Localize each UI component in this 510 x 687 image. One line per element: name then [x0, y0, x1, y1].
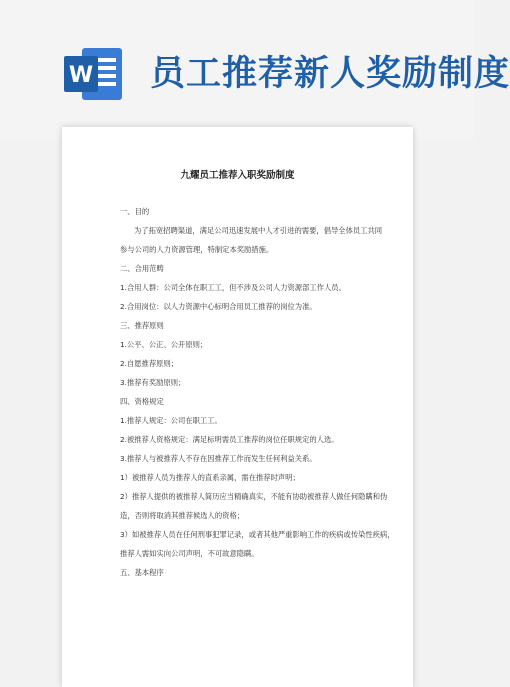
doc-line: 造，否则将取消其推荐候选人的资格；	[120, 511, 245, 520]
doc-line: 为了拓宽招聘渠道，满足公司迅速发展中人才引进的需要，倡导全体员工共同	[134, 226, 383, 235]
doc-line: 三、推荐原则	[120, 321, 164, 330]
document-page	[62, 127, 413, 687]
doc-line: 2.自愿推荐原则；	[120, 359, 179, 368]
doc-line: 推荐人需如实向公司声明，不可故意隐瞒。	[120, 549, 259, 558]
doc-line: 1.合用人群：公司全体在职工工，但不涉及公司人力资源部工作人员。	[120, 283, 346, 292]
doc-line: 参与公司的人力资源管理，特制定本奖励措施。	[120, 245, 274, 254]
header-banner	[0, 0, 510, 140]
doc-line: 2.被推荐人资格规定：满足标明需员工推荐的岗位任职规定的人选。	[120, 435, 339, 444]
doc-line: 五、基本程序	[120, 568, 164, 577]
banner-title: 员工推荐新人奖励制度	[150, 53, 510, 94]
doc-line: 3.推荐人与被推荐人不存在因推荐工作而发生任何利益关系。	[120, 454, 317, 463]
doc-line: 一、目的	[120, 207, 150, 216]
doc-line: 四、资格规定	[120, 397, 164, 406]
doc-line: 1.推荐人规定：公司在职工工。	[120, 416, 222, 425]
doc-line: 3.推荐有奖励原则；	[120, 378, 186, 387]
doc-line: 1.公平、公正、公开原则；	[120, 340, 208, 349]
doc-line: 3）如被推荐人员在任何刑事犯罪记录，或者其他严重影响工作的疾病或传染性疾病，	[120, 530, 395, 539]
doc-line: 2.合用岗位：以人力资源中心标明合用员工推荐的岗位为准。	[120, 302, 317, 311]
doc-line: 2）推荐人提供的被推荐人简历应当精确真实，不能有协助被推荐人做任何隐瞒和伪	[120, 492, 388, 501]
document-title: 九耀员工推荐入职奖励制度	[180, 170, 295, 181]
word-icon	[62, 42, 126, 106]
doc-line: 1）被推荐人员为推荐人的直系亲属，需在推荐时声明；	[120, 473, 300, 482]
doc-line: 二、合用范畴	[120, 264, 164, 273]
svg-text:W: W	[68, 63, 94, 88]
